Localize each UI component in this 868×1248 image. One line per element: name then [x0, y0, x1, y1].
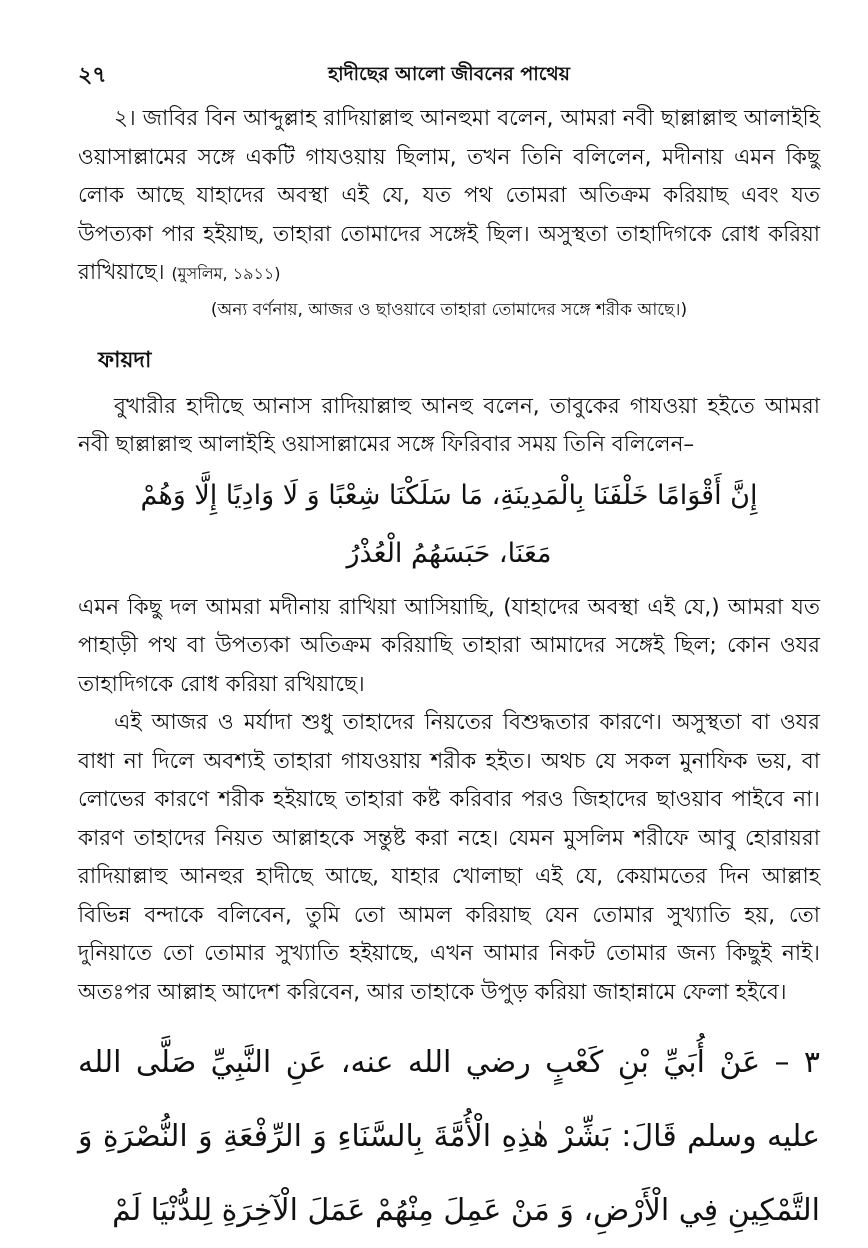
benefit-paragraph-3: এই আজর ও মর্যাদা শুধু তাহাদের নিয়তের বিশুদ্ধতার কারণে। অসুস্থতা বা ওযর বাধা না দিলে অবশ্যই তাহারা গাযওয়ায় শরীক হইত। অথচ যে সকল মুনাফিক ভয়, বা লোভের কারণে শরীক হইয়াছে তাহারা কষ্ট করিবার পরও জিহাদের ছাওয়াব পাইবে না। কারণ তাহাদের নিয়ত আল্লাহকে সন্তুষ্ট করা নহে। যেমন মুসলিম শরীফে আবু হোরায়রা রাদিয়াল্লাহু আনহুর হাদীছে আছে, যাহার খোলাছা এই যে, কেয়ামতের দিন আল্লাহ বিভিন্ন বন্দাকে বলিবেন, তুমি তো আমল করিয়াছ যেন তোমার সুখ্যাতি হয়, তো দুনিয়াতে তো তোমার সুখ্যাতি হইয়াছে, এখন আমার নিকট তোমার জন্য কিছুই নাই। অতঃপর আল্লাহ আদেশ করিবেন, আর তাহাকে উপুড় করিয়া জাহান্নামে ফেলা হইবে। [78, 710, 820, 1005]
benefit-paragraph-1: বুখারীর হাদীছে আনাস রাদিয়াল্লাহু আনহু বলেন, তাবুকের গাযওয়া হইতে আমরা নবী ছাল্লাল্লাহু আলাইহি ওয়াসাল্লামের সঙ্গে ফিরিবার সময় তিনি বলিলেন– [78, 393, 820, 457]
arabic-quote-line-2: مَعَنَا، حَبَسَهُمُ الْعُذْرُ [346, 537, 552, 569]
page-number: ২৭ [78, 63, 107, 88]
running-title: হাদীছের আলো জীবনের পাথেয় [328, 63, 570, 85]
benefit-heading: ফায়দা [98, 347, 152, 373]
hadith-2-text [78, 100, 820, 294]
benefit-paragraph-2: এমন কিছু দল আমরা মদীনায় রাখিয়া আসিয়াছি, (যাহাদের অবস্থা এই যে,) আমরা যত পাহাড়ী পথ বা উপত্যকা অতিক্রম করিয়াছি তাহারা আমাদের সঙ্গেই ছিল; কোন ওযর তাহাদিগকে রোধ করিয়া রখিয়াছে। [78, 594, 820, 697]
arabic-quote-line-1: إِنَّ أَقْوَامًا خَلْفَنَا بِالْمَدِينَةِ، مَا سَلَكْنَا شِعْبًا وَ لَا وَادِيًا إِلَّا وَهُمْ [140, 479, 758, 511]
hadith-2-body: ২। জাবির বিন আব্দুল্লাহ রাদিয়াল্লাহু আনহুমা বলেন, আমরা নবী ছাল্লাল্লাহু আলাইহি ওয়াসাল্লামের সঙ্গে একটি গাযওয়ায় ছিলাম, তখন তিনি বলিলেন, মদীনায় এমন কিছু লোক আছে যাহাদের অবস্থা এই যে, যত পথ তোমরা অতিক্রম করিয়াছ এবং যত উপত্যকা পার হইয়াছ, তাহারা তোমাদের সঙ্গেই ছিল। অসুস্থতা তাহাদিগকে রোধ করিয়া রাখিয়াছে। [78, 106, 820, 285]
hadith-3-arabic: ٣ – عَنْ أُبَيِّ بْنِ كَعْبٍ رضي الله عنه، عَنِ النَّبِيِّ صَلَّى الله عليه وسلم قَالَ: بَشِّرْ هٰذِهِ الْأُمَّةَ بِالسَّنَاءِ وَ الرِّفْعَةِ وَ النُّصْرَةِ وَ التَّمْكِينِ فِي الْأَرْضِ، وَ مَنْ عَمِلَ مِنْهُمْ عَمَلَ الْآخِرَةِ لِلدُّنْيَا لَمْ [78, 1045, 820, 1228]
arabic-quote [78, 467, 820, 583]
page-header [78, 58, 820, 92]
page-body [78, 100, 820, 1248]
hadith-2-citation: (মুসলিম, ১৯১১) [171, 264, 281, 283]
hadith-2-note: (অন্য বর্ণনায়, আজর ও ছাওয়াবে তাহারা তোমাদের সঙ্গে শরীক আছে।) [210, 299, 688, 320]
